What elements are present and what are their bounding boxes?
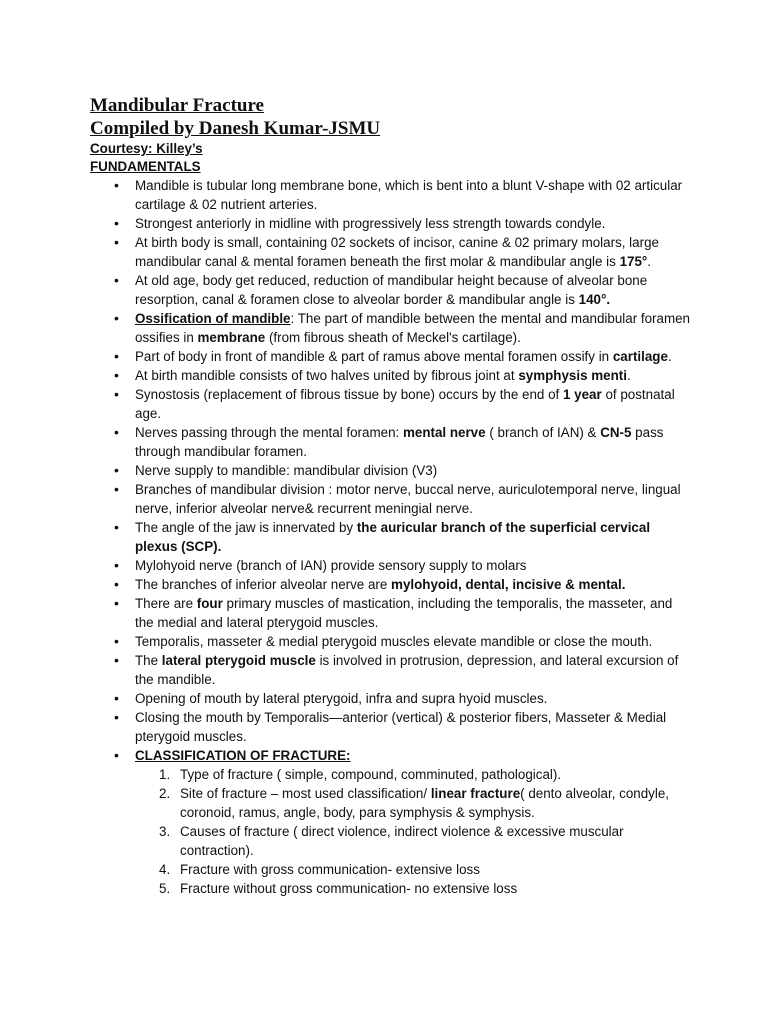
list-item: • Closing the mouth by Temporalis—anterior (vertical) & posterior fibers, Masseter & Medial pterygoid muscles. [90,708,690,746]
list-item: • Mylohyoid nerve (branch of IAN) provide sensory supply to molars [90,556,690,575]
classification-heading: CLASSIFICATION OF FRACTURE: [135,748,351,763]
list-item: • Temporalis, masseter & medial pterygoid muscles elevate mandible or close the mouth. [90,632,690,651]
list-item: • The lateral pterygoid muscle is involved in protrusion, depression, and lateral excursion of the mandible. [90,651,690,689]
classification-item: 3. Causes of fracture ( direct violence, indirect violence & excessive muscular contraction). [159,824,624,858]
document-page [90,94,690,898]
courtesy-line: Courtesy: Killey’s [90,141,203,156]
fundamentals-list [90,176,690,898]
list-item: • Nerve supply to mandible: mandibular division (V3) [90,461,690,480]
classification-list [135,765,690,898]
list-item: • At old age, body get reduced, reduction of mandibular height because of alveolar bone resorption, canal & foramen close to alveolar border & mandibular angle is 140°. [90,271,690,309]
section-heading: FUNDAMENTALS [90,159,201,174]
list-item: • Mandible is tubular long membrane bone, which is bent into a blunt V-shape with 02 articular cartilage & 02 nutrient arteries. [90,176,690,214]
list-item: • The branches of inferior alveolar nerve are mylohyoid, dental, incisive & mental. [90,575,690,594]
list-item: • At birth mandible consists of two halves united by fibrous joint at symphysis menti. [90,366,690,385]
document-subtitle: Compiled by Danesh Kumar-JSMU [90,118,381,139]
list-item: • There are four primary muscles of mastication, including the temporalis, the masseter, and the medial and lateral pterygoid muscles. [90,594,690,632]
classification-item: 2. Site of fracture – most used classification/ linear fracture( dento alveolar, condyle, coronoid, ramus, angle, body, para symphysis & symphysis. [159,786,670,820]
list-item: • Strongest anteriorly in midline with progressively less strength towards condyle. [90,214,690,233]
list-item: • Branches of mandibular division : motor nerve, buccal nerve, auriculotemporal nerve, lingual nerve, inferior alveolar nerve& recurrent meningial nerve. [90,480,690,518]
classification-item: 1. Type of fracture ( simple, compound, comminuted, pathological). [159,767,562,782]
list-item: • Part of body in front of mandible & part of ramus above mental foramen ossify in cartilage. [90,347,690,366]
list-item: • At birth body is small, containing 02 sockets of incisor, canine & 02 primary molars, large mandibular canal & mental foramen beneath the first molar & mandibular angle is 175°. [90,233,690,271]
classification-section [90,746,690,898]
list-item: • The angle of the jaw is innervated by the auricular branch of the superficial cervical plexus (SCP). [90,518,690,556]
classification-item: 4. Fracture with gross communication- extensive loss [159,862,480,877]
classification-item: 5. Fracture without gross communication- no extensive loss [159,881,518,896]
document-title: Mandibular Fracture [90,95,264,116]
list-item: • Ossification of mandible: The part of mandible between the mental and mandibular foramen ossifies in membrane (from fibrous sheath of Meckel's cartilage). [90,309,690,347]
list-item: • Nerves passing through the mental foramen: mental nerve ( branch of IAN) & CN-5 pass through mandibular foramen. [90,423,690,461]
list-item: • Synostosis (replacement of fibrous tissue by bone) occurs by the end of 1 year of postnatal age. [90,385,690,423]
list-item: • Opening of mouth by lateral pterygoid, infra and supra hyoid muscles. [90,689,690,708]
